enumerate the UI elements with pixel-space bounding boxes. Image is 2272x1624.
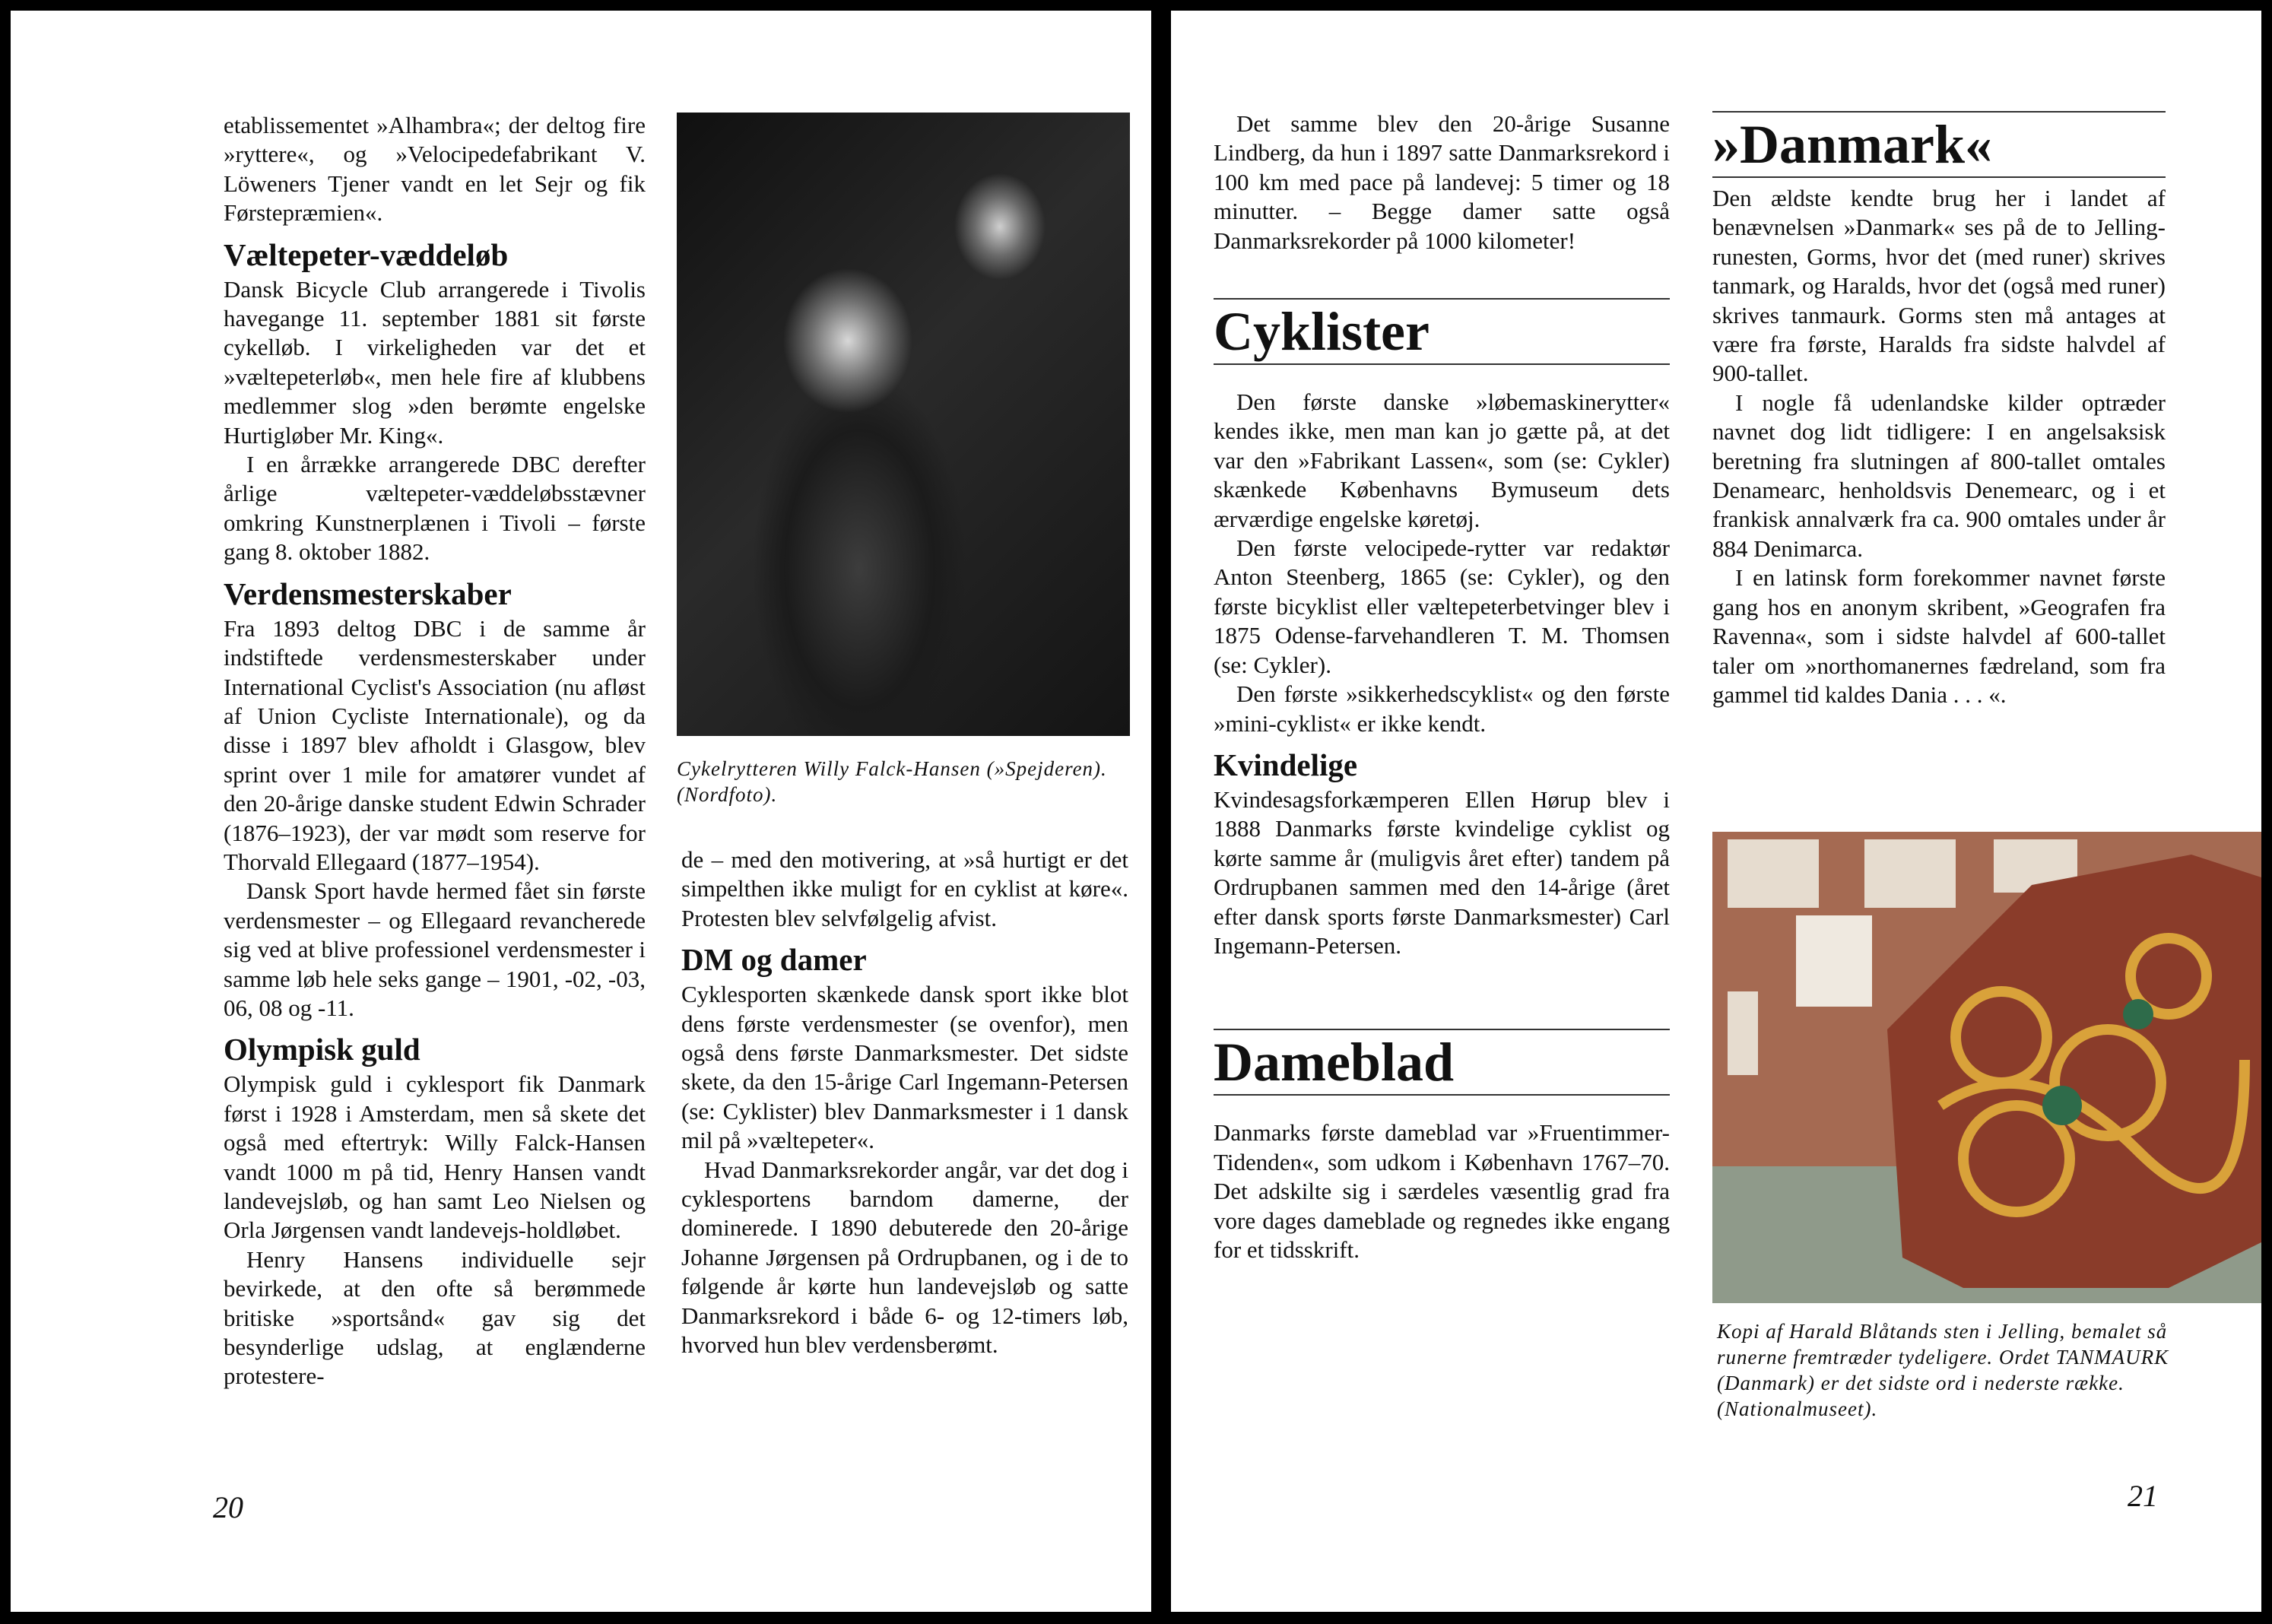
paragraph: Fra 1893 deltog DBC i de samme år indstiftede verdensmesterskaber under International Cyclist's Association (nu afløst af Union Cycliste Internationale), og da disse i 1897 blev afholdt i Glasgow, blev sprint over 1 mile for amatører vundet af den 20-årige danske student Edwin Schrader (1876–1923), der var mødt som reserve for Thorvald Ellegaard (1877–1954). [224,614,646,875]
intro-paragraph: etablissementet »Alhambra«; der deltog fire »ryttere«, og »Velocipedefabrikant V. Löweners Tjener vandt en let Sejr og fik Førstepræmien«. [224,112,646,227]
page-number: 21 [2128,1479,2158,1513]
paragraph: Den første »sikkerhedscyklist« og den første »mini-cyklist« er ikke kendt. [1214,680,1670,737]
paragraph: Kvindesagsforkæmperen Ellen Hørup blev i 1888 Danmarks første kvindelige cyklist og kørte samme år (muligvis året efter) tandem på Ordrupbanen sammen med den 14-årige (året efter dansk sports første Danmarksmester) Carl Ingemann-Petersen. [1214,785,1670,959]
rune-stone-image [1712,832,2261,1303]
paragraph: Den ældste kendte brug her i landet af benævnelsen »Danmark« ses på de to Jelling-runesten, Gorms, hvor det (med runer) skrives tanmark, og Haralds, hvor det (også med runer) skrives tanmaurk. Gorms sten må antages at være fra første, Haralds fra sidste halvdel af 900-tallet. [1712,185,2166,387]
paragraph: Olympisk guld i cyklesport fik Danmark først i 1928 i Amsterdam, men så skete det også med eftertryk: Willy Falck-Hansen vandt 1000 m på tid, Henry Hansen vandt landevejsløb, og han samt Leo Nielsen og Orla Jørgensen vandt landevejs-holdløbet. [224,1071,646,1244]
paragraph: Det samme blev den 20-årige Susanne Lindberg, da hun i 1897 satte Danmarksrekord i 100 km med pace på landevej: 5 timer og 18 minutter. – Begge damer satte også Danmarksrekorder på 1000 kilometer! [1214,110,1670,254]
paragraph: Danmarks første dameblad var »Fruentimmer-Tidenden«, som udkom i København 1767–70. Det adskilte sig i særdeles væsentlig grad fra vore dages dameblade og regnedes ikke engang for et tidsskrift. [1214,1119,1670,1263]
paragraph: Hvad Danmarksrekorder angår, var det dog i cyklesportens barndom damerne, der dominerede. I 1890 debuterede den 20-årige Johanne Jørgensen på Ordrupbanen, og i de to følgende år kørte hun landevejsløb og satte Danmarksrekord i både 6- og 12-timers løb, hvorved hun blev verdensberømt. [681,1156,1128,1359]
paragraph: Henry Hansens individuelle sejr bevirkede, at den ofte så berømmede britiske »sportsånd« gav sig det besynderlige udslag, at englænderne protestere- [224,1245,646,1390]
rune-stone-photo [1712,832,2261,1303]
left-page [11,11,1151,1612]
heading-verdensmesterskaber: Verdensmesterskaber [224,576,512,611]
heading-dameblad: Dameblad [1214,1032,1455,1093]
rune-stone-caption: Kopi af Harald Blåtands sten i Jelling, bemalet så runerne fremtræder tydeligere. Ordet TANMAURK (Danmark) er det sidste ord i nederste række. (Nationalmuseet). [1717,1320,2169,1420]
heading-cyklister: Cyklister [1214,301,1430,363]
paragraph: Dansk Sport havde hermed fået sin første verdensmester – og Ellegaard revancherede sig ved at blive professionel verdensmester i samme løb hele seks gange – 1901, -02, -03, 06, 08 og -11. [224,877,646,1021]
right-column-2 [1712,111,2166,709]
paragraph: Dansk Bicycle Club arrangerede i Tivolis havegange 11. september 1881 sit første cykelløb. I virkeligheden var det et »væltepeterløb«, men hele fire af klubbens medlemmer slog »den berømte engelske Hurtigløber Mr. King«. [224,275,646,449]
heading-danmark: »Danmark« [1712,114,1993,175]
paragraph: Cyklesporten skænkede dansk sport ikke blot dens første verdensmester (se ovenfor), men også dens første Danmarksmester. Det sidste skete, da den 15-årige Carl Ingemann-Petersen (se: Cyklister) blev Danmarksmester i 1 dansk mil på »væltepeter«. [681,981,1128,1154]
paragraph: Den første velocipede-rytter var redaktør Anton Steenberg, 1865 (se: Cykler), og den første bicyklist eller væltepeterbetvinger blev i 1875 Odense-farvehandleren T. M. Thomsen (se: Cykler). [1214,534,1670,678]
photo-caption: Cykelrytteren Willy Falck-Hansen (»Spejderen). (Nordfoto). [677,757,1107,806]
right-page [1171,11,2261,1612]
right-column-1 [1214,109,1670,1264]
section-rule [1712,176,2166,178]
heading-dm-og-damer: DM og damer [681,942,867,978]
left-column-1 [224,111,646,1391]
paragraph: Den første danske »løbemaskinerytter« kendes ikke, men man kan jo gætte på, at det var den »Fabrikant Lassen«, som (se: Cykler) skænkede Københavns Bymuseum dets ærværdige engelske køretøj. [1214,389,1670,532]
section-rule [1214,363,1670,365]
paragraph: I nogle få udenlandske kilder optræder navnet dog lidt tidligere: I en angelsaksisk beretning fra slutningen af 800-tallet omtales Denamearc, henholdsvis Denemearc, og i et frankisk annalværk fra ca. 900 omtales under år 884 Denimarca. [1712,389,2166,562]
page-number: 20 [213,1490,243,1524]
paragraph: de – med den motivering, at »så hurtigt er det simpelthen ikke muligt for en cyklist at køre«. Protesten blev selvfølgelig afvist. [681,846,1128,931]
left-column-2 [681,845,1128,1360]
heading-olympisk-guld: Olympisk guld [224,1032,420,1067]
heading-kvindelige: Kvindelige [1214,747,1358,782]
cyclist-photo [677,113,1130,736]
heading-vaeltepeter: Væltepeter-væddeløb [224,236,509,272]
paragraph: I en latinsk form forekommer navnet første gang hos en anonym skribent, »Geografen fra Ravenna«, som i sidste halvdel af 600-tallet taler om »northomanernes fædreland, som fra gammel tid kaldes Dania . . . «. [1712,564,2166,708]
section-rule [1214,1094,1670,1096]
paragraph: I en årrække arrangerede DBC derefter årlige væltepeter-væddeløbsstævner omkring Kunstnerplænen i Tivoli – første gang 8. oktober 1882. [224,451,646,566]
